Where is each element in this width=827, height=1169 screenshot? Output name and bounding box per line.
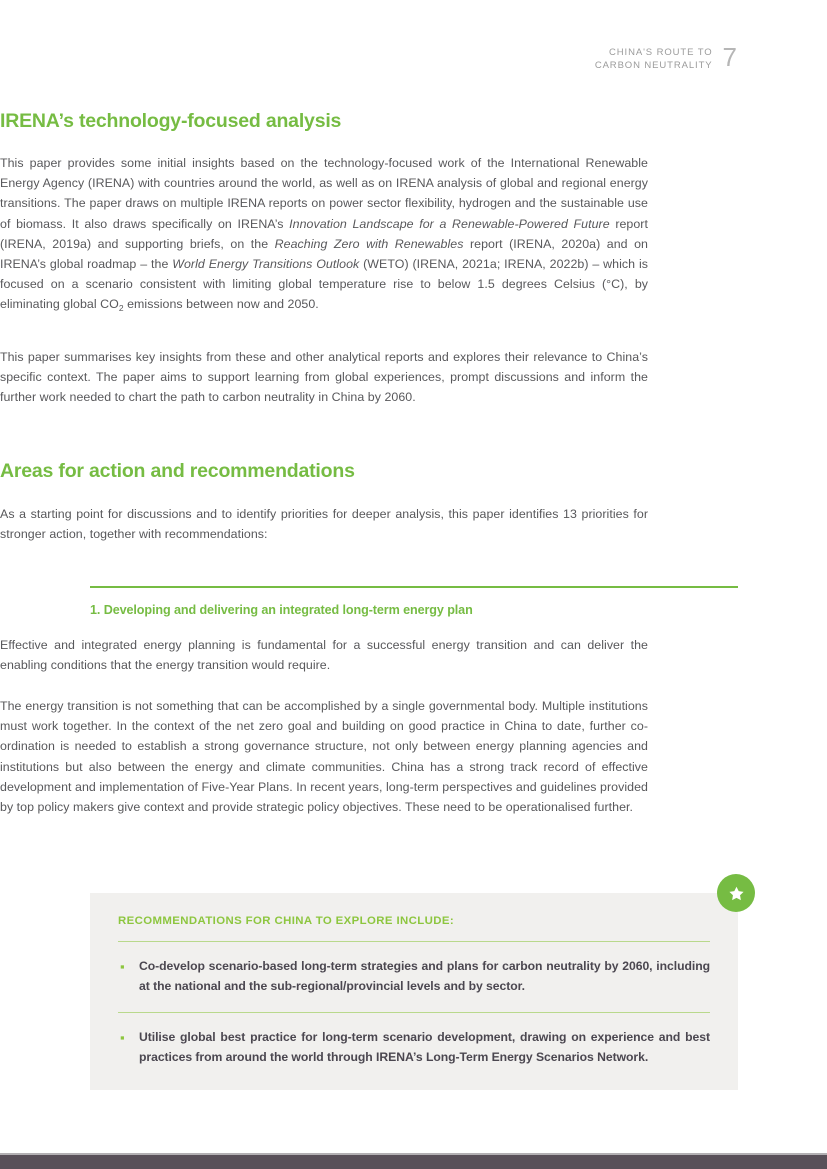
p1-seg-5: emissions between now and 2050. xyxy=(123,297,319,312)
page-title: IRENA’s technology-focused analysis xyxy=(0,110,342,132)
paragraph-summary: This paper summarises key insights from these and other analytical reports and explores their relevance to China’s specific context. The paper aims to support learning from global experiences, prompt discussions and inform the further work needed to chart the path to carbon neutrality in China by 2060. xyxy=(0,350,648,405)
priority-heading: 1. Developing and delivering an integrated long-term energy plan xyxy=(90,603,473,617)
section-title-areas-for-action: Areas for action and recommendations xyxy=(0,460,355,482)
bullet-icon: ▪ xyxy=(120,959,125,974)
p1-italic-innovation-landscape: Innovation Landscape for a Renewable-Powered Future xyxy=(289,216,610,231)
p1-seg-3: report (IRENA, 2020a) and on IRENA’s global roadmap – the xyxy=(0,236,648,272)
list-item-text: Co-develop scenario-based long-term strategies and plans for carbon neutrality by 2060, including at the national and the sub-regional/provincial levels and by sector. xyxy=(139,959,710,993)
p1-seg-2: report (IRENA, 2019a) and supporting briefs, on the xyxy=(0,216,648,251)
footer-bar xyxy=(0,1155,827,1169)
bullet-icon: ▪ xyxy=(120,1030,125,1046)
p1-italic-weto: World Energy Transitions Outlook xyxy=(172,257,360,272)
paragraph-starting-point: As a starting point for discussions and to identify priorities for deeper analysis, this paper identifies 13 priorities for stronger action, together with recommendations: xyxy=(0,507,648,542)
p1-seg-1: This paper provides some initial insights based on the technology-focused work of the International Renewable Energy Agency (IRENA) with countries around the world, as well as on IRENA analysis of global and regional energy transitions. The paper draws on multiple IRENA reports on power sector flexibility, hydrogen and the sustainable use of biomass. It also draws specifically on IRENA’s xyxy=(0,156,648,231)
list-item xyxy=(118,1013,710,1067)
p1-seg-4: (WETO) (IRENA, 2021a; IRENA, 2022b) – which is focused on a scenario consistent with limiting global temperature rise to below 1.5 degrees Celsius (°C), by eliminating global CO xyxy=(0,257,648,312)
p1-italic-reaching-zero: Reaching Zero with Renewables xyxy=(274,236,464,251)
recommendations-box xyxy=(90,893,738,1090)
star-icon xyxy=(728,885,745,902)
p1-subscript-2: 2 xyxy=(118,303,124,314)
paragraph-intro xyxy=(0,153,648,316)
list-item xyxy=(118,942,710,996)
priority-divider xyxy=(90,586,738,588)
list-item-text: Utilise global best practice for long-term scenario development, drawing on experience and best practices from around the world through IRENA’s Long-Term Energy Scenarios Network. xyxy=(139,1030,710,1064)
paragraph-effective-planning: Effective and integrated energy planning is fundamental for a successful energy transition and can deliver the enabling conditions that the energy transition would require. xyxy=(0,638,648,673)
running-header xyxy=(595,44,737,72)
running-header-line-2: CARBON NEUTRALITY xyxy=(594,60,713,71)
recommendations-inner xyxy=(90,893,738,1067)
running-header-title xyxy=(595,44,713,72)
running-header-line-1: CHINA'S ROUTE TO xyxy=(609,47,713,58)
recommendations-heading: RECOMMENDATIONS FOR CHINA TO EXPLORE INCLUDE: xyxy=(118,915,455,927)
recommendations-list xyxy=(118,942,710,1067)
star-badge xyxy=(717,874,755,912)
page-number: 7 xyxy=(722,42,737,72)
paragraph-energy-transition: The energy transition is not something that can be accomplished by a single governmental body. Multiple institutions must work together. In the context of the net zero goal and building on good practice in China to date, further co-ordination is needed to establish a strong governance structure, not only between energy planning agencies and institutions but also between the energy and climate communities. China has a strong track record of effective development and implementation of Five-Year Plans. In recent years, long-term perspectives and guidelines provided by top policy makers give context and provide strategic policy objectives. These need to be operationalised further. xyxy=(0,699,648,815)
